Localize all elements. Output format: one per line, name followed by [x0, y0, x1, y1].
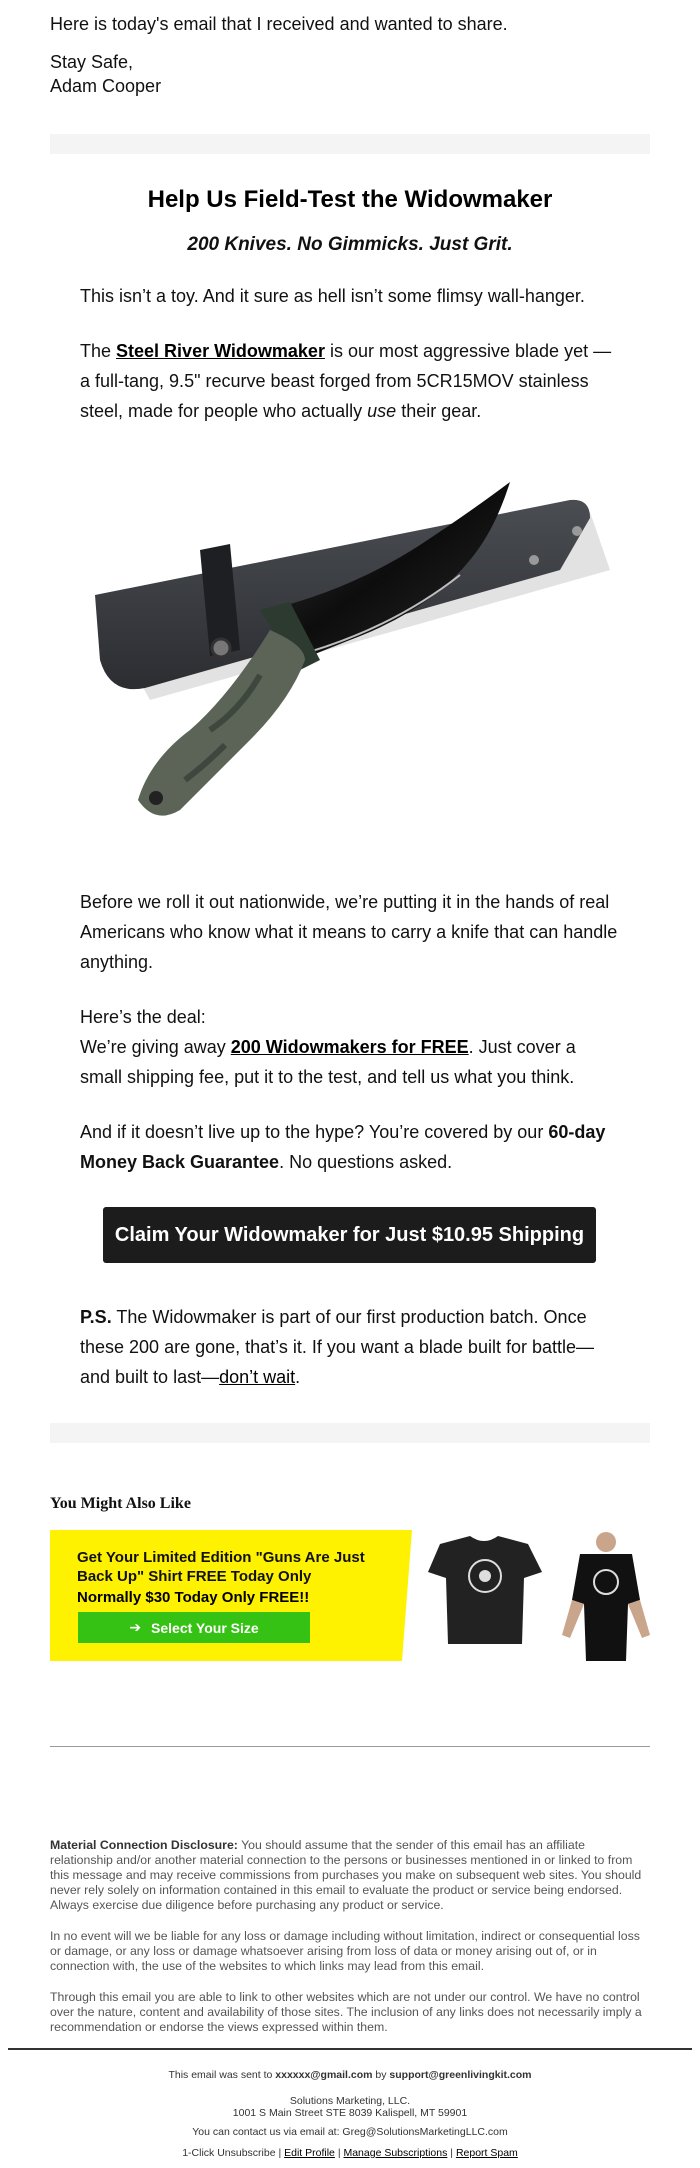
guarantee-text: 60-day Money Back Guarantee: [80, 1122, 606, 1172]
footer-contact: You can contact us via email at: Greg@SolutionsMarketingLLC.com: [192, 2126, 508, 2138]
tshirt-flat-image: [428, 1536, 542, 1644]
disclosure-p3: Through this email you are able to link to other websites which are not under our control. We have no control over the nature, content and availability of those sites. The inclusion of any links does not necessarily imply a recommendation or endorse the views expressed within them.: [50, 1990, 642, 2034]
dont-wait-link[interactable]: don’t wait: [219, 1367, 296, 1387]
select-size-button[interactable]: [78, 1612, 310, 1643]
promo-headline: Get Your Limited Edition "Guns Are Just Back Up" Shirt FREE Today Only: [77, 1549, 365, 1585]
footer-divider: [8, 2048, 692, 2050]
footer-sent-line: [50, 2069, 650, 2081]
sent-pre: This email was sent to: [168, 2069, 276, 2081]
intro-line: Here is today's email that I received and wanted to share.: [50, 14, 508, 34]
report-spam-link[interactable]: Report Spam: [455, 2147, 518, 2159]
intro-signoff: Stay Safe,: [50, 52, 134, 72]
intro-block: [50, 12, 650, 112]
link-separator: |: [447, 2147, 456, 2159]
p5-pre: And if it doesn’t live up to the hype? You’re covered by our: [80, 1122, 549, 1142]
disclosure-block: [50, 1838, 650, 2051]
one-click-unsubscribe[interactable]: 1-Click Unsubscribe: [182, 2147, 276, 2159]
p4-post: . Just cover a small shipping fee, put it to the test, and tell us what you think.: [80, 1037, 576, 1087]
free-widowmakers-link[interactable]: 200 Widowmakers for FREE: [230, 1037, 469, 1057]
p4-lead: Here’s the deal:: [80, 1007, 206, 1027]
disclosure-p2: In no event will we be liable for any loss or damage including without limitation, indirect or consequential loss or damage, or any loss or damage whatsoever arising from loss of data or money arising out of, or in connection with, the use of the websites to which links may lead from this email.: [50, 1929, 640, 1973]
ps-end: .: [295, 1367, 301, 1387]
sender-email: support@greenlivingkit.com: [389, 2069, 532, 2081]
paragraph-5: [80, 1117, 620, 1177]
p2-pre: The: [80, 341, 117, 361]
p5-post: . No questions asked.: [279, 1152, 453, 1172]
ps-label: P.S.: [80, 1307, 112, 1327]
widowmaker-link[interactable]: Steel River Widowmaker: [116, 341, 325, 361]
ps-text: The Widowmaker is part of our first production batch. Once these 200 are gone, that’s it. If you want a blade built for battle—and built to last—: [80, 1307, 594, 1387]
email-headline: Help Us Field-Test the Widowmaker: [147, 186, 553, 213]
also-like-title: You Might Also Like: [50, 1495, 191, 1512]
claim-widowmaker-button[interactable]: Claim Your Widowmaker for Just $10.95 Shipping: [103, 1207, 596, 1263]
knife-product-image[interactable]: [90, 460, 610, 860]
paragraph-1: [80, 281, 620, 311]
arrow-right-icon: ➔: [129, 1619, 142, 1635]
model-head: [596, 1532, 616, 1552]
bottom-gray-divider: [50, 1423, 650, 1443]
paragraph-4: [80, 1002, 620, 1092]
paragraph-3: [80, 887, 620, 977]
email-subhead: 200 Knives. No Gimmicks. Just Grit.: [187, 234, 513, 255]
select-size-label: Select Your Size: [151, 1619, 259, 1636]
paragraph-2: [80, 336, 620, 426]
p4-pre: We’re giving away: [80, 1037, 231, 1057]
sheath-rivet: [529, 555, 539, 565]
p2-emphasis: use: [367, 401, 397, 421]
disclosure-p1: You should assume that the sender of this email has an affiliate relationship and/or another material connection to the persons or businesses mentioned in or linked to from this message and may receive commissions from purchases you make on subsequent web sites. You should never rely solely on information contained in this email to evaluate the product or service being endorsed. Always exercise due diligence before purchasing any product or service.: [50, 1838, 642, 1912]
link-separator: |: [275, 2147, 285, 2159]
top-gray-divider: [50, 134, 650, 154]
shirt-emblem-center: [479, 1570, 491, 1582]
lanyard-hole: [149, 791, 163, 805]
strap-snap: [212, 639, 230, 657]
link-separator: |: [334, 2147, 344, 2159]
footer-address: 1001 S Main Street STE 8039 Kalispell, MT 59901: [232, 2107, 468, 2119]
paragraph-1-text: This isn’t a toy. And it sure as hell isn’t some flimsy wall-hanger.: [80, 286, 585, 306]
ps-paragraph: [80, 1302, 620, 1392]
footer-links: [50, 2147, 650, 2159]
p2-post: their gear.: [396, 401, 482, 421]
sheath-rivet: [572, 526, 582, 536]
promo-text: [77, 1548, 397, 1607]
p2-mid: is our most aggressive blade yet —a full-tang, 9.5" recurve beast forged from 5CR15MOV stainless steel, made for people who actually: [80, 341, 612, 421]
promo-price-line: Normally $30 Today Only FREE!!: [77, 1589, 310, 1606]
intro-name: Adam Cooper: [50, 76, 162, 96]
paragraph-3-text: Before we roll it out nationwide, we’re putting it in the hands of real Americans who know what it means to carry a knife that can handle anything.: [80, 892, 618, 972]
section-divider: [50, 1746, 650, 1747]
disclosure-label: Material Connection Disclosure:: [50, 1838, 238, 1852]
sent-by: by: [372, 2069, 390, 2081]
recipient-email: xxxxxx@gmail.com: [275, 2069, 373, 2081]
footer-company: Solutions Marketing, LLC.: [289, 2095, 411, 2107]
manage-subscriptions-link[interactable]: Manage Subscriptions: [343, 2147, 448, 2159]
edit-profile-link[interactable]: Edit Profile: [284, 2147, 335, 2159]
